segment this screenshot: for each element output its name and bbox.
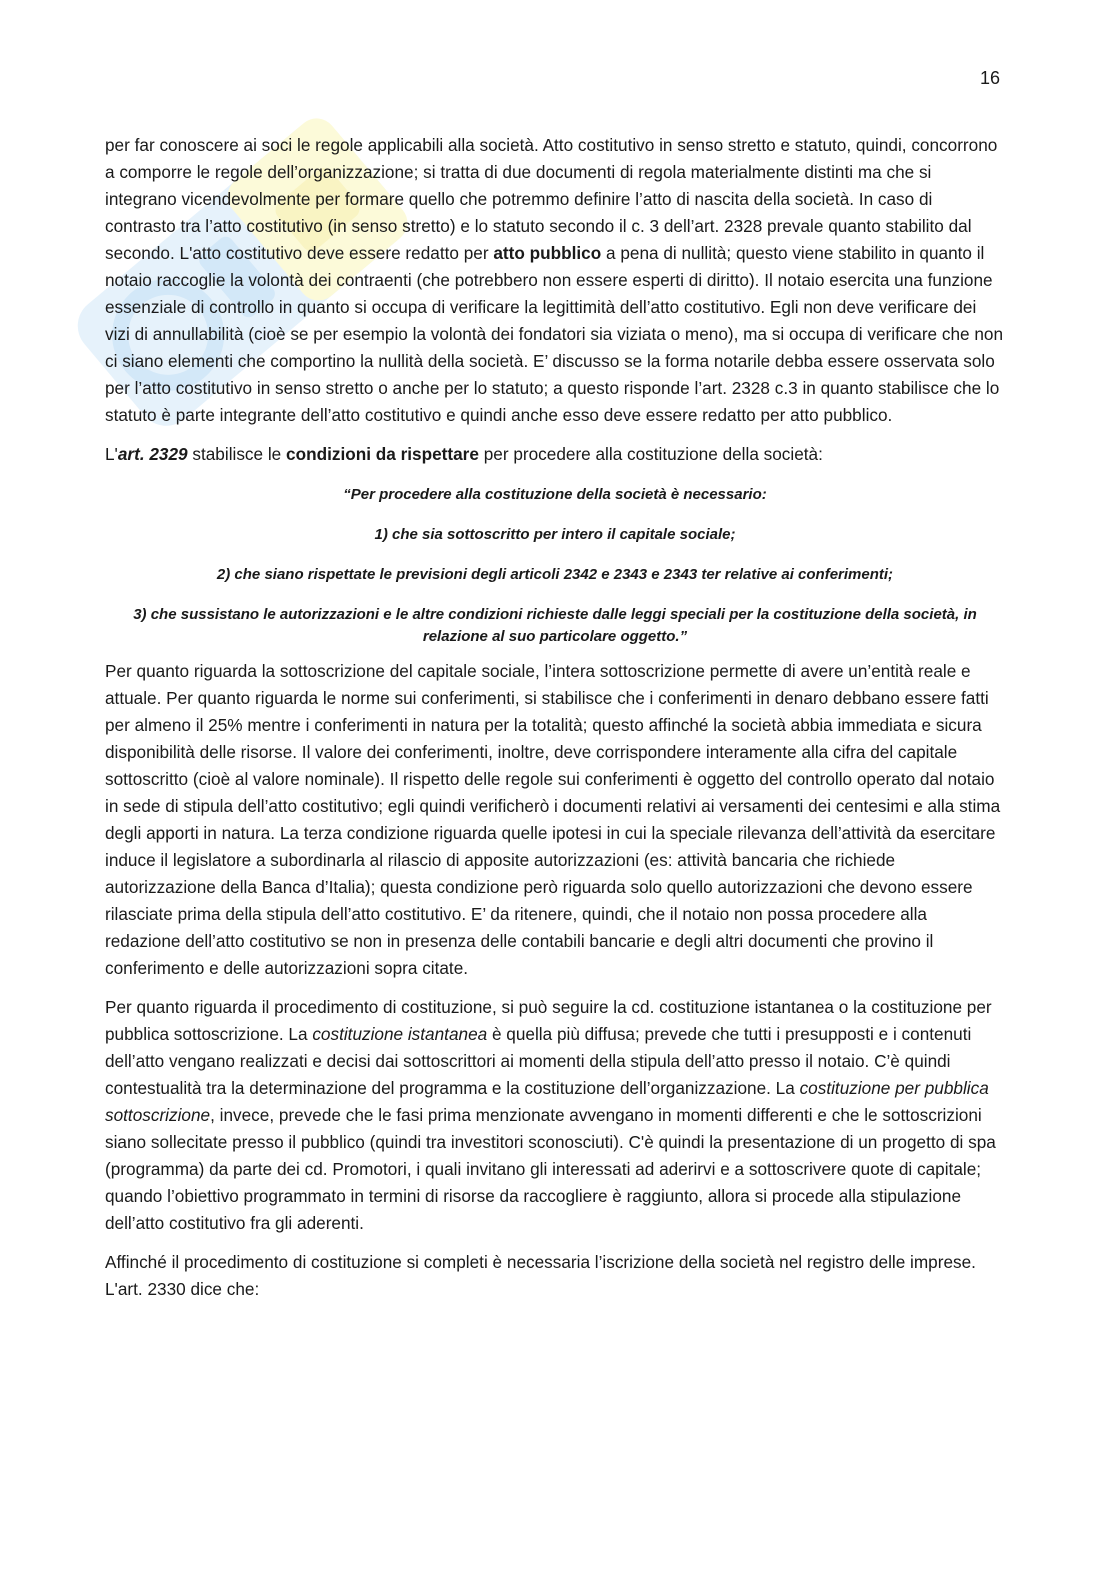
italic-term: costituzione per pubblica sottoscrizione: [105, 1078, 989, 1125]
quote-line: “Per procedere alla costituzione della società è necessario:: [343, 486, 767, 503]
paragraph-sottoscrizione: Per quanto riguarda la sottoscrizione del capitale sociale, l’intera sottoscrizione permette di avere un’entità reale e attuale. Per quanto riguarda le norme sui conferimenti, si stabilisce che i conferimenti in denaro debbano essere fatti per almeno il 25% mentre i conferimenti in natura per la totalità; questo affinché la società abbia immediata e sicura disponibilità delle risorse. Il valore dei conferimenti, inoltre, deve corrispondere interamente alla cifra del capitale sottoscritto (cioè al valore nominale). Il rispetto delle regole sui conferimenti è oggetto del controllo operato dal notaio in sede di stipula dell’atto costitutivo; egli quindi verificherò i documenti relativi ai versamenti dei centesimi e alla stima degli apporti in natura. La terza condizione riguarda quelle ipotesi in cui la speciale rilevanza dell’attività da esercitare induce il legislatore a subordinarla al rilascio di apposite autorizzazioni (es: attività bancaria che richiede autorizzazione della Banca d’Italia); questa condizione però riguarda solo quello autorizzazioni che devono essere rilasciate prima della stipula dell’atto costitutivo. E’ da ritenere, quindi, che il notaio non possa procedere alla redazione dell’atto costitutivo se non in presenza delle contabili bancarie e degli altri documenti che provino il conferimento e delle autorizzazioni sopra citate.: [105, 661, 1001, 978]
quote-line: 2) che siano rispettate le previsioni degli articoli 2342 e 2343 e 2343 ter relative ai conferimenti;: [216, 566, 894, 583]
bold-term-condizioni: condizioni da rispettare: [286, 444, 479, 464]
paragraph-atto-costitutivo: per far conoscere ai soci le regole applicabili alla società. Atto costitutivo in senso stretto e statuto, quindi, concorrono a comporre le regole dell’organizzazione; si tratta di due documenti di regola materialmente distinti ma che si integrano vicendevolmente per formare quello che potremmo definire l’atto di nascita della società. In caso di contrasto tra l’atto costitutivo (in senso stretto) e lo statuto secondo il c. 3 dell’art. 2328 prevale quanto stabilito dal secondo. L'atto costitutivo deve essere redatto per atto pubblico a pena di nullità; questo viene stabilito in quanto il notaio raccoglie la volontà dei contraenti (che potrebbero non essere esperti di diritto). Il notaio esercita una funzione essenziale di controllo in quanto si occupa di verificare la legittimità dell’atto costitutivo. Egli non deve verificare dei vizi di annullabilità (cioè se per esempio la volontà dei fondatori sia viziata o meno), ma si occupa di verificare che non ci siano elementi che comportino la nullità della società. E’ discusso se la forma notarile debba essere osservata solo per l’atto costitutivo in senso stretto o anche per lo statuto; a questo risponde l’art. 2328 c.3 in quanto stabilisce che lo statuto è parte integrante dell’atto costitutivo e quindi anche esso deve essere redatto per atto pubblico.: [105, 135, 1004, 425]
bold-term-atto-pubblico: atto pubblico: [493, 243, 602, 263]
page-number: 16: [980, 68, 1001, 88]
quote-line: 3) che sussistano le autorizzazioni e le altre condizioni richieste dalle leggi speciali per la costituzione della società, in relazione al suo particolare oggetto.”: [133, 606, 977, 645]
art-reference: art. 2329: [117, 444, 188, 464]
paragraph-procedimento: Per quanto riguarda il procedimento di costituzione, si può seguire la cd. costituzione istantanea o la costituzione per pubblica sottoscrizione. La costituzione istantanea è quella più diffusa; prevede che tutti i presupposti e i contenuti dell’atto vengano realizzati e decisi dai sottoscrittori ai momenti della stipula dell’atto presso il notaio. C’è quindi contestualità tra la determinazione del programma e la costituzione dell’organizzazione. La costituzione per pubblica sottoscrizione, invece, prevede che le fasi prima menzionate avvengano in momenti differenti e che le sottoscrizioni siano sollecitate presso il pubblico (quindi tra investitori sconosciuti). C'è quindi la presentazione di un progetto di spa (programma) da parte dei cd. Promotori, i quali invitano gli interessati ad aderirvi e a sottoscrivere quote di capitale; quando l’obiettivo programmato in termini di risorse da raccogliere è raggiunto, allora si procede alla stipulazione dell’atto costitutivo fra gli aderenti.: [105, 997, 996, 1233]
quote-line: 1) che sia sottoscritto per intero il capitale sociale;: [374, 526, 736, 543]
paragraph-iscrizione: Affinché il procedimento di costituzione si completi è necessaria l’iscrizione della società nel registro delle imprese. L'art. 2330 dice che:: [105, 1252, 976, 1299]
paragraph-art-2329: L'art. 2329 stabilisce le condizioni da rispettare per procedere alla costituzione della società:: [105, 444, 823, 464]
document-body: [105, 132, 1005, 1303]
italic-term: costituzione istantanea: [312, 1024, 488, 1044]
